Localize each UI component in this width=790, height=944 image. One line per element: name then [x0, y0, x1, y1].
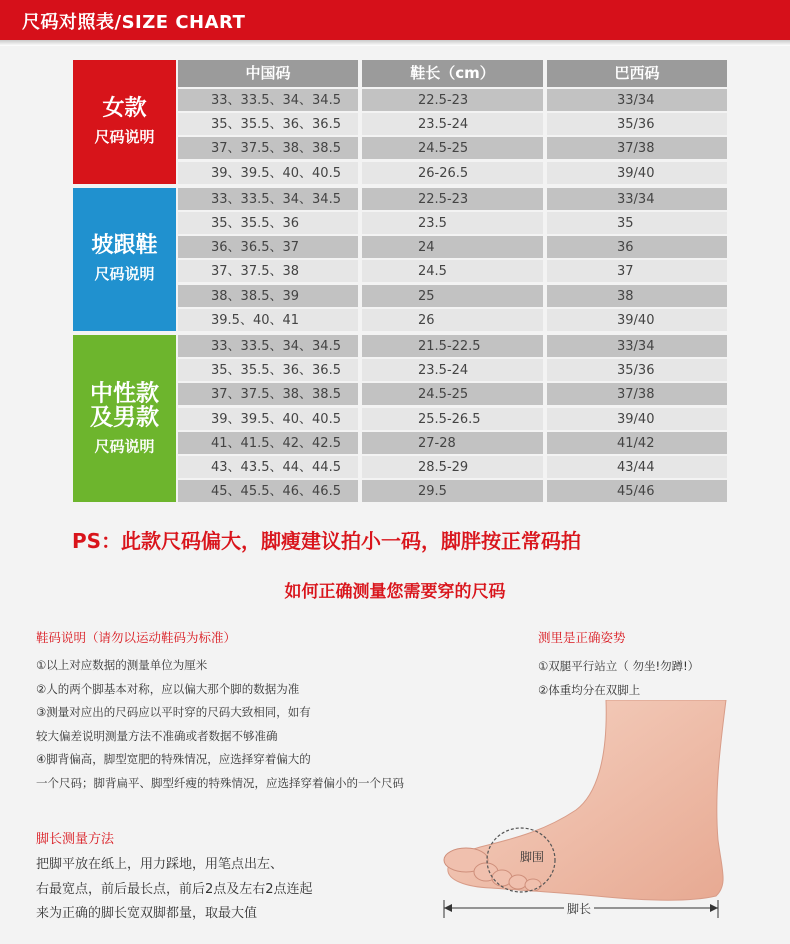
cell-brazil-size: 39/40	[547, 408, 727, 430]
foot-length-label: 脚长	[564, 900, 594, 917]
posture-title: 测里是正确姿势	[538, 630, 626, 645]
cell-shoe-length: 25.5-26.5	[362, 408, 543, 430]
header-bar	[0, 0, 790, 40]
cell-brazil-size: 43/44	[547, 456, 727, 478]
cell-brazil-size: 45/46	[547, 480, 727, 502]
cell-brazil-size: 35/36	[547, 359, 727, 381]
group-label-title: 中性款 及男款	[90, 379, 159, 431]
group-label	[73, 335, 176, 502]
table-row	[178, 480, 727, 502]
table-row	[178, 359, 727, 381]
cell-brazil-size: 39/40	[547, 309, 727, 331]
cell-china-size: 33、33.5、34、34.5	[178, 335, 358, 357]
table-row	[178, 335, 727, 357]
table-row	[178, 113, 727, 135]
table-row	[178, 456, 727, 478]
cell-brazil-size: 37/38	[547, 137, 727, 159]
posture-line: ①双腿平行站立（ 勿坐!勿蹲!）	[538, 659, 700, 673]
cell-brazil-size: 41/42	[547, 432, 727, 454]
table-header	[178, 60, 727, 87]
cell-shoe-length: 27-28	[362, 432, 543, 454]
foot-girth-label: 脚围	[520, 850, 545, 864]
size-note-line: ①以上对应数据的测量单位为厘米	[36, 658, 208, 672]
cell-shoe-length: 24.5-25	[362, 137, 543, 159]
cell-brazil-size: 33/34	[547, 335, 727, 357]
cell-china-size: 39.5、40、41	[178, 309, 358, 331]
measure-line: 右最宽点，前后最长点，前后2点及左右2点连起	[36, 881, 313, 897]
cell-china-size: 35、35.5、36、36.5	[178, 113, 358, 135]
table-row	[178, 188, 727, 210]
table-row	[178, 383, 727, 405]
cell-shoe-length: 28.5-29	[362, 456, 543, 478]
measure-line: 来为正确的脚长宽双脚都量，取最大值	[36, 906, 258, 921]
cell-china-size: 36、36.5、37	[178, 236, 358, 258]
table-row	[178, 236, 727, 258]
cell-brazil-size: 33/34	[547, 89, 727, 111]
cell-brazil-size: 37/38	[547, 383, 727, 405]
cell-brazil-size: 39/40	[547, 162, 727, 184]
cell-shoe-length: 22.5-23	[362, 188, 543, 210]
group-label-subtitle: 尺码说明	[94, 127, 155, 146]
cell-shoe-length: 24.5	[362, 260, 543, 282]
ps-note: PS：此款尺码偏大，脚瘦建议拍小一码，脚胖按正常码拍	[72, 529, 582, 553]
column-header-china-size: 中国码	[178, 60, 358, 87]
cell-china-size: 37、37.5、38	[178, 260, 358, 282]
length-measure-method	[36, 828, 416, 927]
table-row	[178, 309, 727, 331]
cell-shoe-length: 24.5-25	[362, 383, 543, 405]
table-row	[178, 285, 727, 307]
cell-china-size: 41、41.5、42、42.5	[178, 432, 358, 454]
foot-illustration	[436, 700, 746, 930]
group-label-title: 坡跟鞋	[91, 233, 158, 259]
foot-icon	[436, 700, 746, 930]
size-note-line: ②人的两个脚基本对称，应以偏大那个脚的数据为准	[36, 681, 300, 696]
table-row	[178, 162, 727, 184]
cell-brazil-size: 35	[547, 212, 727, 234]
cell-shoe-length: 23.5-24	[362, 359, 543, 381]
group-label	[73, 60, 176, 184]
cell-brazil-size: 33/34	[547, 188, 727, 210]
group-label-subtitle: 尺码说明	[94, 437, 155, 456]
cell-china-size: 35、35.5、36	[178, 212, 358, 234]
table-row	[178, 212, 727, 234]
cell-shoe-length: 24	[362, 236, 543, 258]
column-header-shoe-length: 鞋长（cm）	[362, 60, 543, 87]
cell-brazil-size: 37	[547, 260, 727, 282]
cell-china-size: 37、37.5、38、38.5	[178, 383, 358, 405]
cell-shoe-length: 23.5-24	[362, 113, 543, 135]
cell-shoe-length: 22.5-23	[362, 89, 543, 111]
table-row	[178, 89, 727, 111]
cell-china-size: 35、35.5、36、36.5	[178, 359, 358, 381]
cell-china-size: 39、39.5、40、40.5	[178, 408, 358, 430]
group-label-subtitle: 尺码说明	[94, 265, 155, 284]
table-row	[178, 260, 727, 282]
cell-shoe-length: 25	[362, 285, 543, 307]
measure-title: 脚长测量方法	[36, 832, 115, 847]
cell-china-size: 43、43.5、44、44.5	[178, 456, 358, 478]
cell-brazil-size: 35/36	[547, 113, 727, 135]
size-note-line: 较大偏差说明测量方法不准确或者数据不够准确	[36, 728, 278, 743]
measure-line: 把脚平放在纸上，用力踩地，用笔点出左、	[36, 857, 284, 872]
cell-china-size: 38、38.5、39	[178, 285, 358, 307]
size-note-line: ④脚背偏高，脚型宽肥的特殊情况，应选择穿着偏大的	[36, 752, 311, 767]
cell-china-size: 45、45.5、46、46.5	[178, 480, 358, 502]
group-label	[73, 188, 176, 331]
cell-china-size: 39、39.5、40、40.5	[178, 162, 358, 184]
cell-shoe-length: 23.5	[362, 212, 543, 234]
cell-shoe-length: 26-26.5	[362, 162, 543, 184]
measure-heading: 如何正确测量您需要穿的尺码	[284, 582, 506, 602]
table-row	[178, 432, 727, 454]
group-label-title: 女款	[102, 95, 147, 121]
cell-brazil-size: 36	[547, 236, 727, 258]
cell-shoe-length: 29.5	[362, 480, 543, 502]
cell-china-size: 37、37.5、38、38.5	[178, 137, 358, 159]
page-title: 尺码对照表/SIZE CHART	[22, 12, 246, 33]
posture-notes	[538, 628, 778, 702]
cell-shoe-length: 21.5-22.5	[362, 335, 543, 357]
cell-brazil-size: 38	[547, 285, 727, 307]
cell-shoe-length: 26	[362, 309, 543, 331]
size-note-line: 一个尺码；脚背扁平、脚型纤瘦的特殊情况，应选择穿着偏小的一个尺码	[36, 775, 404, 790]
table-row	[178, 137, 727, 159]
size-note-line: ③测量对应出的尺码应以平时穿的尺码大致相同，如有	[36, 705, 311, 720]
posture-line: ②体重均分在双脚上	[538, 683, 641, 697]
column-header-brazil-size: 巴西码	[547, 60, 727, 87]
cell-china-size: 33、33.5、34、34.5	[178, 89, 358, 111]
size-notes-title: 鞋码说明（请勿以运动鞋码为标准）	[36, 630, 237, 645]
cell-china-size: 33、33.5、34、34.5	[178, 188, 358, 210]
table-row	[178, 408, 727, 430]
